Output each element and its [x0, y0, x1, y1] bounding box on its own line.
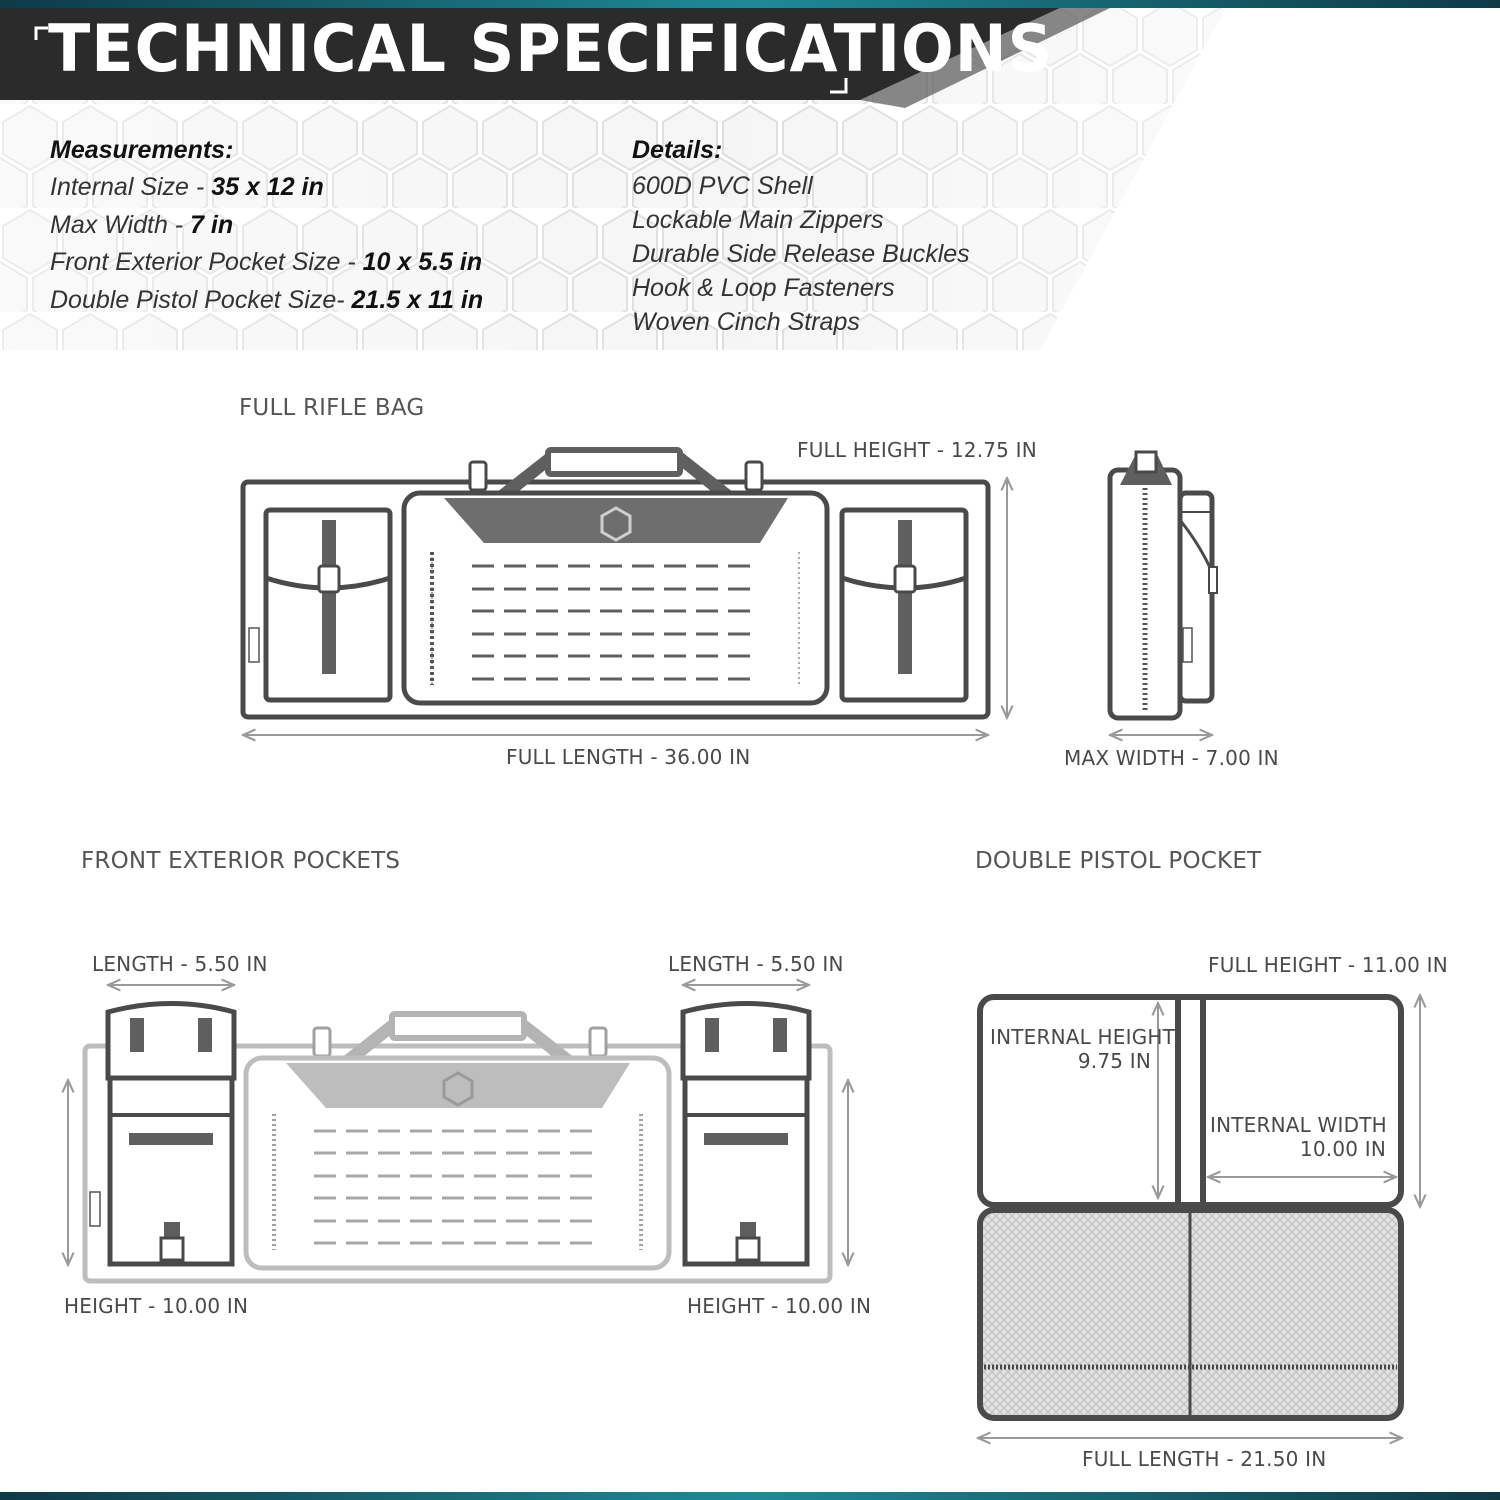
detail-item: Durable Side Release Buckles — [632, 240, 970, 268]
measurement-value: 35 x 12 in — [211, 173, 324, 201]
full-rifle-bag-length-label: FULL LENGTH - 36.00 IN — [506, 745, 751, 769]
front-pocket-left-length-label: LENGTH - 5.50 IN — [92, 952, 268, 976]
measurement-value: 7 in — [190, 210, 234, 239]
internal-height-title: INTERNAL HEIGHT — [990, 1025, 1176, 1049]
bottom-accent-bar — [0, 1492, 1500, 1500]
measurements-heading: Measurements: — [50, 136, 234, 164]
full-rifle-bag-front-drawing — [243, 450, 1007, 735]
full-rifle-bag-height-label: FULL HEIGHT - 12.75 IN — [797, 438, 1037, 462]
measurement-label: Front Exterior Pocket Size - — [50, 248, 363, 276]
detail-item: Hook & Loop Fasteners — [632, 274, 895, 302]
internal-width-value: 10.00 IN — [1299, 1137, 1386, 1161]
front-pocket-left-height-label: HEIGHT - 10.00 IN — [64, 1294, 249, 1318]
pistol-pocket-length-label: FULL LENGTH - 21.50 IN — [1082, 1447, 1327, 1471]
full-rifle-bag-section-title: FULL RIFLE BAG — [239, 395, 425, 421]
pistol-pocket-section-title: DOUBLE PISTOL POCKET — [975, 848, 1262, 874]
detail-item: Woven Cinch Straps — [632, 308, 860, 336]
measurement-label: Internal Size - — [50, 173, 212, 201]
pistol-pocket-internal-height-label — [990, 1025, 1176, 1073]
measurement-label: Double Pistol Pocket Size- — [50, 285, 352, 314]
page-title: TECHNICAL SPECIFICATIONS — [48, 10, 1054, 87]
full-rifle-bag-width-label: MAX WIDTH - 7.00 IN — [1064, 746, 1279, 770]
measurement-label: Max Width - — [50, 210, 191, 239]
front-pocket-right-length-label: LENGTH - 5.50 IN — [668, 952, 844, 976]
detail-item: 600D PVC Shell — [632, 172, 813, 200]
internal-height-value: 9.75 IN — [1077, 1049, 1151, 1073]
measurement-value: 21.5 x 11 in — [351, 285, 484, 314]
pistol-pocket-internal-width-label — [1210, 1113, 1386, 1161]
detail-item: Lockable Main Zippers — [632, 206, 884, 234]
full-rifle-bag-side-drawing — [1110, 452, 1217, 735]
front-pockets-section-title: FRONT EXTERIOR POCKETS — [81, 848, 401, 874]
front-pockets-drawing — [68, 985, 848, 1281]
details-heading: Details: — [632, 136, 723, 164]
internal-width-title: INTERNAL WIDTH — [1210, 1113, 1387, 1137]
front-pocket-right-height-label: HEIGHT - 10.00 IN — [687, 1294, 872, 1318]
pistol-pocket-height-label: FULL HEIGHT - 11.00 IN — [1208, 953, 1448, 977]
measurement-value: 10 x 5.5 in — [362, 248, 483, 276]
